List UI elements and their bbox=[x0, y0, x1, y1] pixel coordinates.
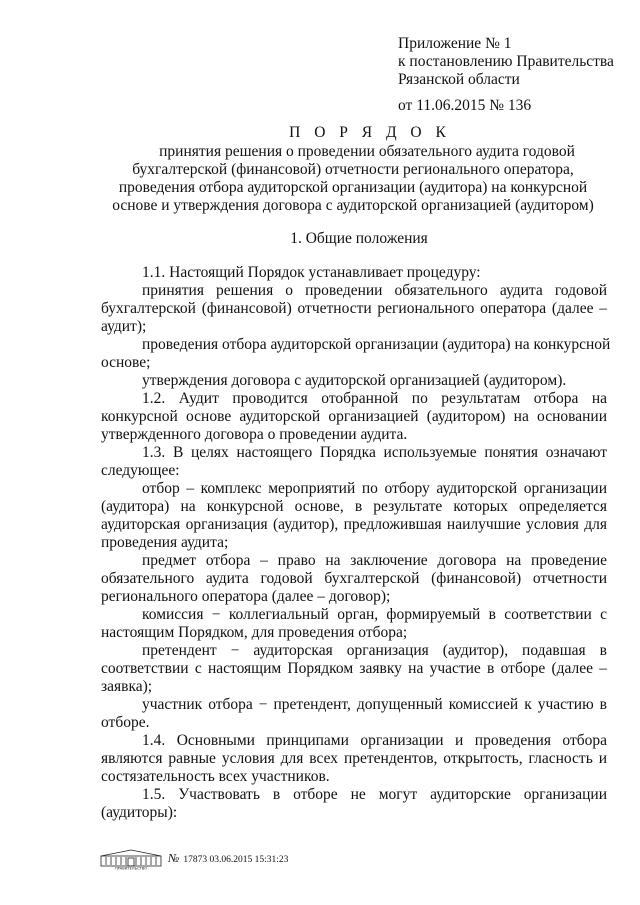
body-line: аудит); bbox=[101, 318, 147, 335]
section-heading: 1. Общие положения bbox=[290, 230, 428, 247]
body-line: 1.2. Аудит проводится отобранной по результатам отбора на bbox=[142, 390, 607, 407]
body-line: проведения аудита; bbox=[101, 534, 229, 551]
body-line: аудиторская организация (аудитор), предложившая наилучшие условия для bbox=[101, 516, 607, 533]
body-line: утвержденного договора о проведении аудита. bbox=[101, 426, 408, 443]
date-number: от 11.06.2015 № 136 bbox=[398, 97, 532, 114]
body-line: 1.4. Основными принципами организации и проведения отбора bbox=[142, 732, 607, 749]
registration-number bbox=[168, 852, 288, 866]
registration-text: 17873 03.06.2015 15:31:23 bbox=[183, 855, 289, 865]
title-line-2: бухгалтерской (финансовой) отчетности регионального оператора, bbox=[132, 161, 574, 178]
body-line: претендент − аудиторская организация (аудитор), подавшая в bbox=[142, 642, 607, 659]
body-line: комиссия − коллегиальный орган, формируемый в соответствии с bbox=[142, 606, 607, 623]
body-line: (аудитора) на конкурсной основе, в результате которых определяется bbox=[101, 498, 607, 515]
government-building-stamp-icon bbox=[100, 848, 162, 870]
document-title: П О Р Я Д О К bbox=[289, 124, 451, 141]
title-line-1: принятия решения о проведении обязательного аудита годовой bbox=[159, 143, 575, 160]
body-line: отборе. bbox=[101, 714, 150, 731]
body-line: проведения отбора аудиторской организации (аудитора) на конкурсной bbox=[142, 336, 611, 353]
body-line: предмет отбора – право на заключение договора на проведение bbox=[142, 552, 607, 569]
body-line: заявка); bbox=[101, 678, 153, 695]
body-line: соответствии с настоящим Порядком заявку на участие в отборе (далее – bbox=[101, 660, 607, 677]
body-line: обязательного аудита годовой бухгалтерской (финансовой) отчетности bbox=[101, 570, 607, 587]
stamp-caption: ПРАВИТЕЛЬСТВО bbox=[114, 866, 148, 870]
body-line: настоящим Порядком, для проведения отбора; bbox=[101, 624, 408, 641]
body-line: 1.1. Настоящий Порядок устанавливает процедуру: bbox=[142, 264, 481, 281]
body-line: 1.5. Участвовать в отборе не могут аудиторские организации bbox=[142, 786, 607, 803]
title-line-3: проведения отбора аудиторской организации (аудитора) на конкурсной bbox=[118, 179, 588, 196]
appendix-label: Приложение № 1 bbox=[398, 35, 512, 52]
body-line: состязательность всех участников. bbox=[101, 768, 330, 785]
body-line: (аудиторы): bbox=[101, 804, 178, 821]
body-line: отбор – комплекс мероприятий по отбору аудиторской организации bbox=[142, 480, 607, 497]
body-line: участник отбора − претендент, допущенный комиссией к участию в bbox=[142, 696, 607, 713]
body-line: принятия решения о проведении обязательного аудита годовой bbox=[142, 282, 607, 299]
resolution-label: к постановлению Правительства bbox=[398, 53, 614, 70]
body-line: следующее: bbox=[101, 462, 180, 479]
body-line: основе; bbox=[101, 354, 151, 371]
body-line: 1.3. В целях настоящего Порядка используемые понятия означают bbox=[142, 444, 607, 461]
number-sign: № bbox=[168, 851, 180, 865]
region-label: Рязанской области bbox=[398, 71, 520, 88]
body-line: бухгалтерской (финансовой) отчетности регионального оператора (далее – bbox=[101, 300, 607, 317]
title-line-4: основе и утверждения договора с аудиторской организацией (аудитором) bbox=[112, 197, 594, 214]
body-line: утверждения договора с аудиторской организацией (аудитором). bbox=[142, 372, 567, 389]
body-line: являются равные условия для всех претендентов, открытость, гласность и bbox=[101, 750, 607, 767]
body-line: регионального оператора (далее – договор); bbox=[101, 588, 391, 605]
body-line: конкурсной основе аудиторской организацией (аудитором) на основании bbox=[101, 408, 607, 425]
